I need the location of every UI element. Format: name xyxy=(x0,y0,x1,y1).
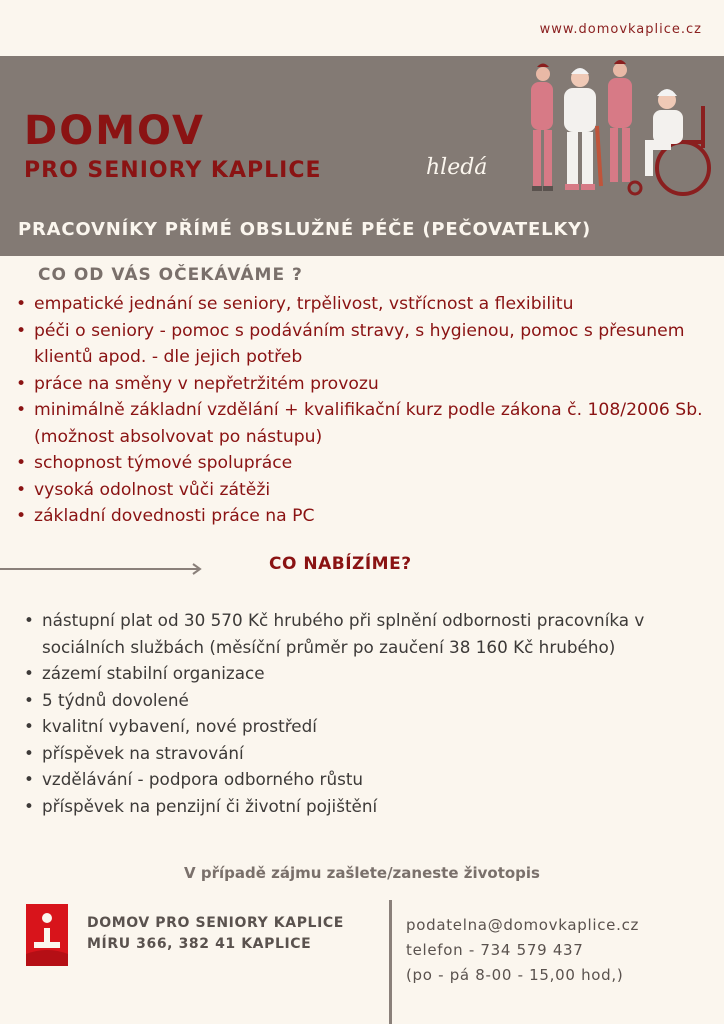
list-item: • zázemí stabilní organizace xyxy=(20,660,710,687)
phone-text: telefon - 734 579 437 xyxy=(406,941,584,959)
offer-heading: CO NABÍZÍME? xyxy=(269,554,412,574)
email-link[interactable]: podatelna@domovkaplice.cz xyxy=(406,916,640,934)
list-item: • kvalitní vybavení, nové prostředí xyxy=(20,713,710,740)
list-item: • vzdělávání - podpora odborného růstu xyxy=(20,766,710,793)
org-subtitle: PRO SENIORY KAPLICE xyxy=(24,158,322,183)
expectations-heading: CO OD VÁS OČEKÁVÁME ? xyxy=(38,265,303,285)
office-hours: (po - pá 8-00 - 15,00 hod,) xyxy=(406,966,624,984)
footer-divider xyxy=(389,900,392,1024)
list-item: • příspěvek na stravování xyxy=(20,740,710,767)
hiring-word: hledá xyxy=(426,155,488,180)
call-to-action: V případě zájmu zašlete/zaneste životopis xyxy=(184,864,540,882)
footer-address xyxy=(87,913,344,955)
list-item: • péči o seniory - pomoc s podáváním stravy, s hygienou, pomoc s přesunem klientů apod. - dle jejich potřeb xyxy=(12,318,718,371)
list-item: • empatické jednání se seniory, trpělivost, vstřícnost a flexibilitu xyxy=(12,291,718,318)
footer-contact xyxy=(406,913,639,988)
org-logo-icon xyxy=(22,902,72,968)
list-item: • schopnost týmové spolupráce xyxy=(12,450,718,477)
list-item: • základní dovednosti práce na PC xyxy=(12,503,718,530)
offer-list xyxy=(20,607,710,819)
footer-street: MÍRU 366, 382 41 KAPLICE xyxy=(87,936,312,952)
org-title: DOMOV xyxy=(24,108,205,154)
footer-org-name: DOMOV PRO SENIORY KAPLICE xyxy=(87,915,344,931)
list-item: • příspěvek na penzijní či životní pojištění xyxy=(20,793,710,820)
list-item: • nástupní plat od 30 570 Kč hrubého při splnění odbornosti pracovníka v sociálních službách (měsíční průměr po zaučení 38 160 Kč hrubého) xyxy=(20,607,710,660)
website-link[interactable]: www.domovkaplice.cz xyxy=(539,22,702,37)
expectations-list xyxy=(12,291,718,530)
list-item: • 5 týdnů dovolené xyxy=(20,687,710,714)
position-title: PRACOVNÍKY PŘÍMÉ OBSLUŽNÉ PÉČE (PEČOVATELKY) xyxy=(18,219,591,240)
list-item: • vysoká odolnost vůči zátěži xyxy=(12,477,718,504)
arrow-right-icon xyxy=(0,562,205,576)
list-item: • práce na směny v nepřetržitém provozu xyxy=(12,371,718,398)
list-item: • minimálně základní vzdělání + kvalifikační kurz podle zákona č. 108/2006 Sb.(možnost absolvovat po nástupu) xyxy=(12,397,718,450)
caregivers-illustration xyxy=(515,56,715,201)
